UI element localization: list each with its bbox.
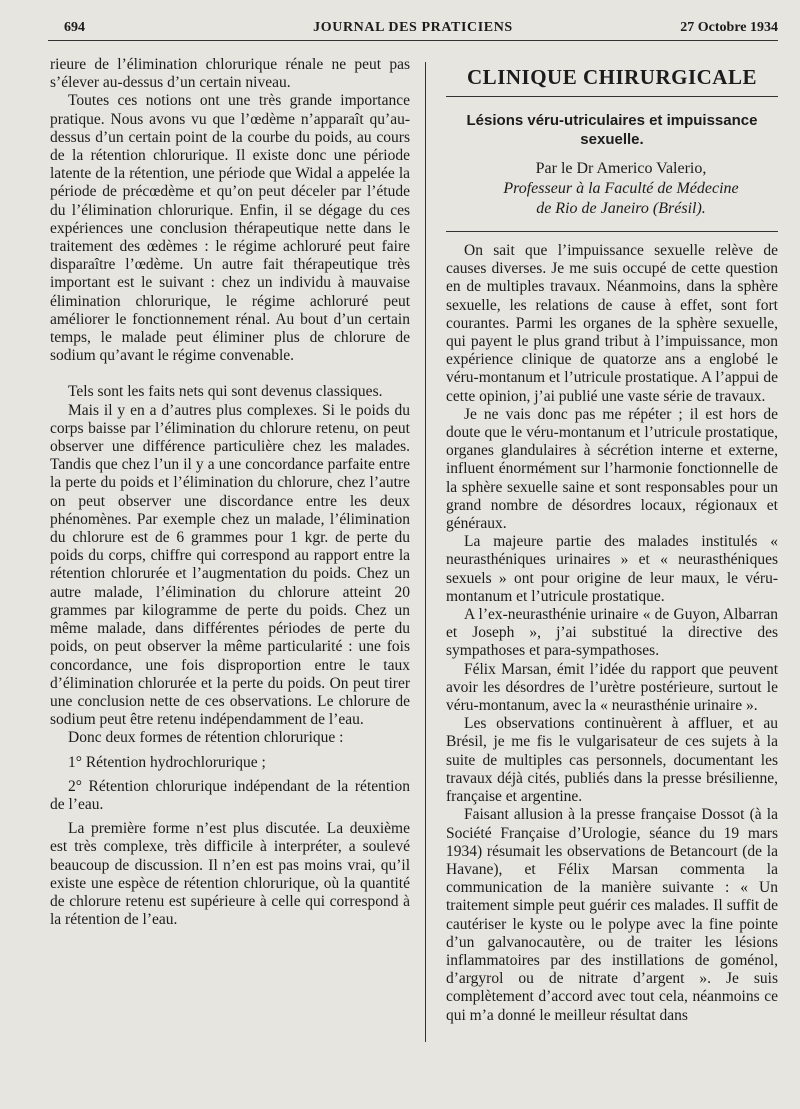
paragraph: A l’ex-neurasthénie urinaire « de Guyon, Albarran et Joseph », j’ai substitué la directive des sympathoses et para-sympathoses. [446, 606, 778, 660]
header-rule [48, 40, 778, 41]
list-item: 2° Rétention chlorurique indépendant de la rétention de l’eau. [50, 777, 410, 813]
paragraph: Tels sont les faits nets qui sont devenus classiques. [68, 383, 383, 401]
list-item: 1° Rétention hydrochlorurique ; [68, 753, 266, 771]
paragraph: Toutes ces notions ont une très grande importance pratique. Nous avons vu que l’œdème n’apparaît qu’au-dessus d’un certain point de la courbe du poids, au cours de la rétention chlorurique. Il existe donc une période latente de la rétention, une période que Widal a appelée la période de précœdème et qu’on peut déceler par l’étude du l’élimination chlorurique. Enfin, il se dégage du ces expériences une conclusion thérapeutique nette dans le traitement des œdèmes : le régime achloruré peut faire disparaître l’œdème. Un autre fait thérapeutique très important est le suivant : chez un individu à mauvaise élimination chlorurique, le régime achloruré peut améliorer le fonctionnement rénal. Au bout d’un certain temps, le malade peut éliminer plus de chlorure de sodium qu’avant le régime convenable. [50, 92, 410, 365]
paragraph: Mais il y en a d’autres plus complexes. Si le poids du corps baisse par l’élimination du chlorure retenu, on peut observer une différence particulière chez les malades. Tandis que chez l’un il y a une concordance parfaite entre la perte du poids et l’élimination du chlorure, chez l’autre on peut observer une discordance entre les deux phénomènes. Par exemple chez un malade, l’élimination du chlorure est de 6 grammes pour 1 kgr. de perte du poids du corps, chiffre qui correspond au rapport entre la rétention chlorurée et l’augmentation du poids. Chez un autre malade, l’élimination du chlorure atteint 20 grammes par kilogramme de perte du poids. Chez un même malade, dans différentes périodes de perte du poids, on peut observer la même particularité : une fois concordance, une fois disproportion entre le taux d’élimination chlorurée et la perte du poids. On peut tirer une conclusion nette de ces observations. Le chlorure de sodium peut être retenu indépendamment de l’eau. [50, 401, 410, 729]
author-affiliation-2: de Rio de Janeiro (Brésil). [536, 200, 706, 217]
paragraph: Les observations continuèrent à affluer, et au Brésil, je me fis le vulgarisateur de ces sujets à la suite de multiples cas personnels, documentant les travaux déjà cités, publiés dans la presse brésilienne, française et argentine. [446, 715, 778, 806]
paragraph: La première forme n’est plus discutée. La deuxième est très complexe, très difficile à interpréter, a soulevé beaucoup de discussion. Il n’en est pas moins vrai, qu’il existe une espèce de rétention chlorurique, où la quantité de chlorure retenu est supérieure à celle qui correspond à la rétention de l’eau. [50, 820, 410, 929]
author-affiliation-1: Professeur à la Faculté de Médecine [503, 180, 739, 197]
column-divider [425, 62, 426, 1042]
paragraph: Faisant allusion à la presse française Dossot (à la Société Française d’Urologie, séance du 19 mars 1934) résumait les observations de Betancourt (de la Havane), et Félix Marsan commenta la communication de la manière suivante : « Un traitement simple peut guérir ces malades. Il suffit de cautériser le kyste ou le polype avec la fine pointe d’un galvanocautère, ou de traiter les lésions inflammatoires par des instillations de goménol, d’argyrol ou de nitrate d’argent ». Je suis complètement d’accord avec tout cela, néanmoins ce qui m’a donné le meilleur résultat dans [446, 806, 778, 1024]
author-byline: Par le Dr Americo Valerio, [535, 160, 707, 177]
section-title-rule [446, 96, 778, 97]
issue-date: 27 Octobre 1934 [680, 20, 778, 35]
section-title: CLINIQUE CHIRURGICALE [467, 65, 757, 89]
right-column [446, 56, 778, 1025]
page-header [48, 18, 778, 38]
page-number: 694 [64, 20, 85, 35]
paragraph: Donc deux formes de rétention chlorurique : [68, 729, 344, 747]
left-column [50, 56, 410, 929]
paragraph: La majeure partie des malades institulés « neurasthéniques urinaires » et « neurasthéniques sexuels » ont pour origine de leur maux, le véru-montanum et l’utricule prostatique. [446, 533, 778, 605]
article-separator [446, 231, 778, 232]
paragraph: Félix Marsan, émit l’idée du rapport que peuvent avoir les désordres de l’urètre postérieure, surtout le véru-montanum, avec la « neurasthénie urinaire ». [446, 660, 778, 715]
paragraph: rieure de l’élimination chlorurique rénale ne peut pas s’élever au-dessus d’un certain niveau. [50, 56, 410, 92]
paragraph: Je ne vais donc pas me répéter ; il est hors de doute que le véru-montanum et l’utricule prostatique, organes glandulaires à sécrétion interne et externe, influent énormément sur l’harmonie fonctionnelle de la sphère sexuelle saine et sont responsables pour un grand nombre de désordres locaux, régionaux et généraux. [446, 405, 778, 533]
paragraph: On sait que l’impuissance sexuelle relève de causes diverses. Je me suis occupé de cette question en de multiples travaux. Néanmoins, dans la sphère sexuelle, les relations de cause à effet, sont fort courantes. Parmi les organes de la sphère sexuelle, qui payent le plus grand tribut à l’impuissance, mon expérience clinique de quatorze ans a englobé le véru-montanum et l’utricule prostatique. A l’appui de cette opinion, j’ai publié une vaste série de travaux. [446, 242, 778, 405]
journal-title: JOURNAL DES PRATICIENS [313, 20, 513, 35]
article-title: Lésions véru-utriculaires et impuissance sexuelle. [466, 112, 758, 148]
